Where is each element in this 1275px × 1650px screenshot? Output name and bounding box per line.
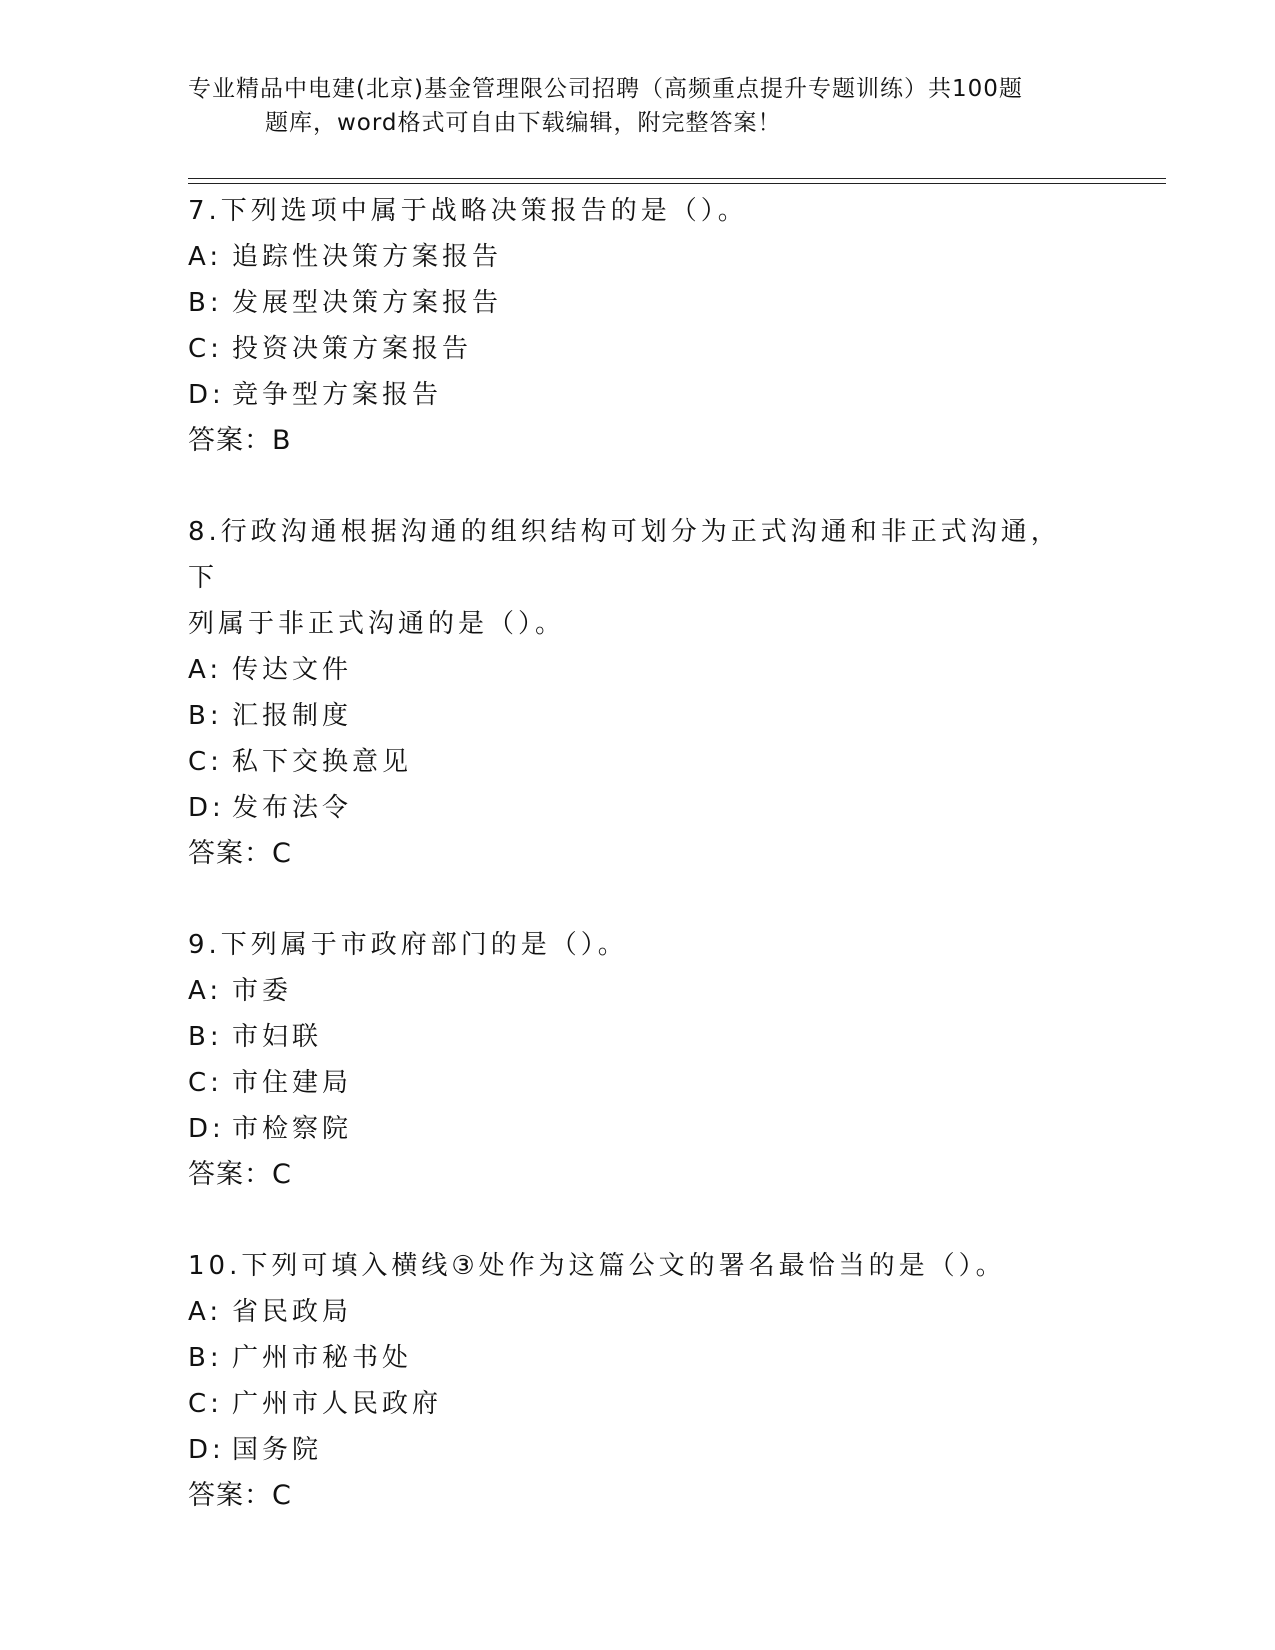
option-text: 汇报制度 [232, 701, 353, 731]
option-a [188, 968, 1088, 1014]
answer-line: 答案：B [188, 425, 292, 456]
answer-line: 答案：C [188, 838, 292, 869]
option-a [188, 1289, 1088, 1335]
option-key: C: [188, 1389, 223, 1419]
option-text: 发展型决策方案报告 [232, 288, 503, 318]
header-divider-top [188, 178, 1166, 179]
option-a [188, 647, 1088, 693]
option-key: D: [188, 380, 225, 410]
option-text: 广州市秘书处 [232, 1343, 413, 1373]
question-7 [188, 188, 1088, 464]
option-key: D: [188, 793, 225, 823]
option-key: C: [188, 334, 223, 364]
question-10 [188, 1243, 1088, 1519]
option-text: 追踪性决策方案报告 [232, 242, 503, 272]
option-key: B: [188, 1022, 223, 1052]
header-divider-bottom [188, 183, 1166, 184]
option-b [188, 1335, 1088, 1381]
answer-line: 答案：C [188, 1159, 292, 1190]
option-text: 发布法令 [232, 793, 353, 823]
question-list [188, 188, 1088, 1564]
option-c [188, 1060, 1088, 1106]
header-title-line-1: 专业精品中电建(北京)基金管理限公司招聘（高频重点提升专题训练）共100题 [188, 76, 1023, 102]
question-8 [188, 509, 1088, 877]
option-key: B: [188, 701, 223, 731]
question-stem: 7.下列选项中属于战略决策报告的是（）。 [188, 196, 748, 226]
option-c [188, 1381, 1088, 1427]
question-9 [188, 922, 1088, 1198]
option-d [188, 1106, 1088, 1152]
question-stem: 9.下列属于市政府部门的是（）。 [188, 930, 628, 960]
option-key: A: [188, 976, 223, 1006]
option-d [188, 1427, 1088, 1473]
option-c [188, 326, 1088, 372]
option-a [188, 234, 1088, 280]
option-text: 传达文件 [232, 655, 353, 685]
option-key: A: [188, 242, 223, 272]
option-text: 投资决策方案报告 [232, 334, 473, 364]
option-text: 市检察院 [232, 1114, 353, 1144]
option-key: A: [188, 655, 223, 685]
option-key: D: [188, 1114, 225, 1144]
document-header [188, 72, 1078, 140]
option-text: 竞争型方案报告 [232, 380, 443, 410]
option-text: 广州市人民政府 [232, 1389, 443, 1419]
option-key: A: [188, 1297, 223, 1327]
option-key: B: [188, 1343, 223, 1373]
option-text: 市妇联 [232, 1022, 323, 1052]
option-text: 省民政局 [232, 1297, 353, 1327]
option-text: 市委 [232, 976, 293, 1006]
option-key: C: [188, 1068, 223, 1098]
question-stem-line-1: 8.行政沟通根据沟通的组织结构可划分为正式沟通和非正式沟通，下 [188, 517, 1061, 593]
option-d [188, 785, 1088, 831]
option-b [188, 280, 1088, 326]
option-b [188, 1014, 1088, 1060]
option-key: C: [188, 747, 223, 777]
option-key: B: [188, 288, 223, 318]
option-c [188, 739, 1088, 785]
option-b [188, 693, 1088, 739]
option-text: 国务院 [232, 1435, 323, 1465]
question-stem: 10.下列可填入横线③处作为这篇公文的署名最恰当的是（）。 [188, 1251, 1006, 1281]
question-stem-line-2: 列属于非正式沟通的是（）。 [188, 609, 566, 639]
option-text: 私下交换意见 [232, 747, 413, 777]
answer-line: 答案：C [188, 1480, 292, 1511]
option-text: 市住建局 [232, 1068, 353, 1098]
header-title-line-2: 题库，word格式可自由下载编辑，附完整答案！ [265, 110, 782, 136]
option-d [188, 372, 1088, 418]
option-key: D: [188, 1435, 225, 1465]
